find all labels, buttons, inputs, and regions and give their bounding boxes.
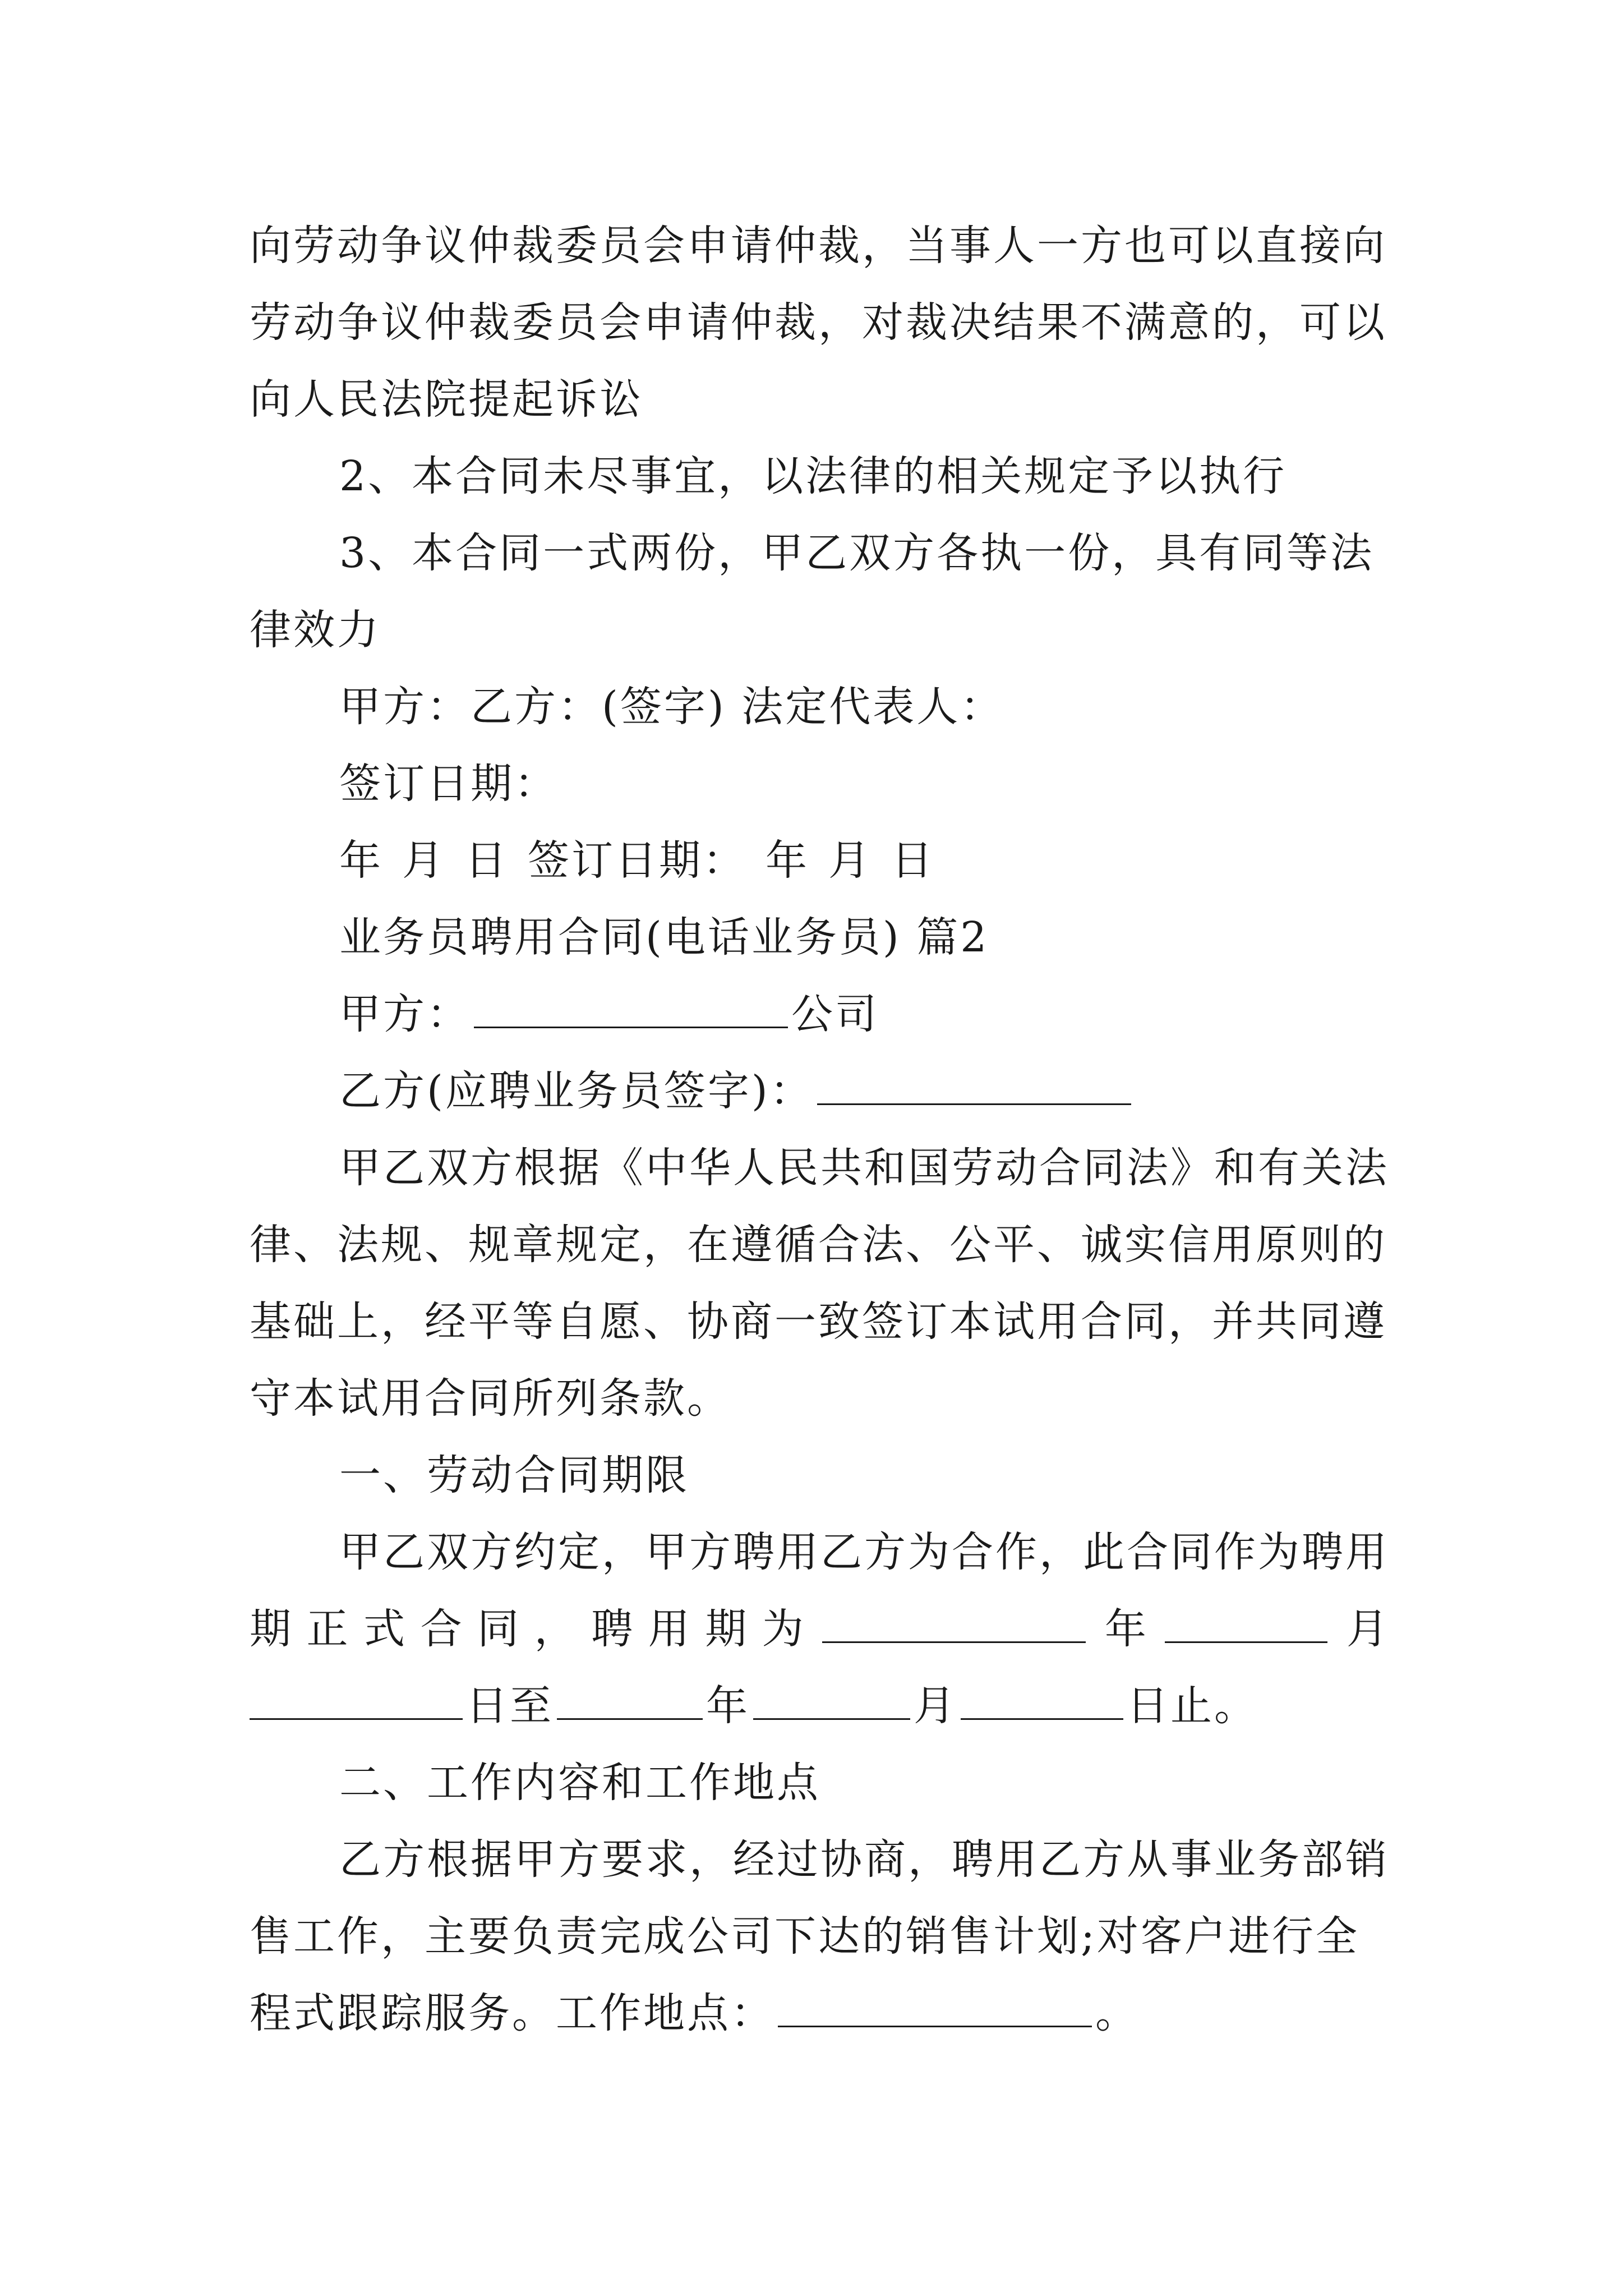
term-char: 聘 <box>591 1605 633 1653</box>
period: 。 <box>1095 1989 1139 2037</box>
day-label: 日 <box>891 836 935 885</box>
term-line <box>250 1591 1388 1668</box>
party-a-label: 甲方： <box>339 990 471 1038</box>
party-b-blank <box>817 1072 1131 1105</box>
month-label: 月 <box>914 1682 957 1730</box>
year-label: 年 <box>339 836 383 885</box>
start-month-blank <box>1165 1610 1327 1643</box>
document-body <box>250 208 1388 2052</box>
day-end-label: 日止。 <box>1127 1682 1258 1730</box>
month-label: 月 <box>1346 1605 1388 1653</box>
paragraph-line: 甲乙双方约定，甲方聘用乙方为合作，此合同作为聘用 <box>339 1528 1389 1576</box>
term-char: 式 <box>363 1605 405 1653</box>
month-label: 月 <box>402 836 446 885</box>
party-a-line <box>250 976 1388 1053</box>
paragraph-line: 律效力 <box>250 606 381 654</box>
section-heading: 二、工作内容和工作地点 <box>339 1759 820 1807</box>
paragraph-line: 律、法规、规章规定，在遵循合法、公平、诚实信用原则的 <box>250 1221 1387 1269</box>
party-b-label: 乙方(应聘业务员签字)： <box>339 1067 814 1115</box>
paragraph-line: 向劳动争议仲裁委员会申请仲裁，当事人一方也可以直接向 <box>250 222 1387 270</box>
year-label: 年 <box>706 1682 750 1730</box>
paragraph-line: 甲乙双方根据《中华人民共和国劳动合同法》和有关法 <box>339 1144 1389 1192</box>
term-char: 正 <box>306 1605 348 1653</box>
sign-date-label: 签订日期： <box>339 760 558 808</box>
clause-2: 2、本合同未尽事宜，以法律的相关规定予以执行 <box>339 452 1287 500</box>
term-char: 期 <box>250 1605 291 1653</box>
section-title: 业务员聘用合同(电话业务员) 篇2 <box>339 913 989 961</box>
section-heading: 一、劳动合同期限 <box>339 1451 689 1499</box>
day-to-label: 日至 <box>466 1682 554 1730</box>
term-char: 合 <box>420 1605 462 1653</box>
start-year-blank <box>822 1610 1086 1643</box>
end-year-blank <box>557 1687 703 1720</box>
term-char: 同 <box>477 1605 519 1653</box>
signature-parties: 甲方：乙方：(签字) 法定代表人： <box>339 683 1004 731</box>
work-location-line <box>250 1975 1388 2052</box>
party-a-suffix: 公司 <box>791 990 879 1038</box>
paragraph-line: 基础上，经平等自愿、协商一致签订本试用合同，并共同遵 <box>250 1297 1387 1346</box>
term-char: ， <box>534 1605 576 1653</box>
end-day-blank <box>961 1687 1123 1720</box>
paragraph-line: 守本试用合同所列条款。 <box>250 1374 731 1423</box>
end-month-blank <box>753 1687 910 1720</box>
month-label: 月 <box>828 836 872 885</box>
clause-3: 3、本合同一式两份，甲乙双方各执一份，具有同等法 <box>339 529 1375 577</box>
date-line <box>250 822 1388 899</box>
party-a-blank <box>474 995 788 1028</box>
term-char: 为 <box>762 1605 804 1653</box>
paragraph-line: 向人民法院提起诉讼 <box>250 375 643 424</box>
year-label: 年 <box>766 836 809 885</box>
work-location-label: 程式跟踪服务。工作地点： <box>250 1989 774 2037</box>
work-location-blank <box>778 1994 1092 2027</box>
party-b-line <box>250 1053 1388 1130</box>
paragraph-line: 售工作，主要负责完成公司下达的销售计划;对客户进行全 <box>250 1912 1359 1961</box>
paragraph-line: 乙方根据甲方要求，经过协商，聘用乙方从事业务部销 <box>339 1835 1389 1884</box>
start-day-blank <box>250 1687 463 1720</box>
day-label: 日 <box>465 836 509 885</box>
term-char: 用 <box>648 1605 690 1653</box>
sign-date-label: 签订日期： <box>528 836 746 885</box>
year-label: 年 <box>1104 1605 1146 1653</box>
term-end-line <box>250 1668 1388 1745</box>
paragraph-line: 劳动争议仲裁委员会申请仲裁，对裁决结果不满意的，可以 <box>250 298 1387 347</box>
term-char: 期 <box>705 1605 747 1653</box>
